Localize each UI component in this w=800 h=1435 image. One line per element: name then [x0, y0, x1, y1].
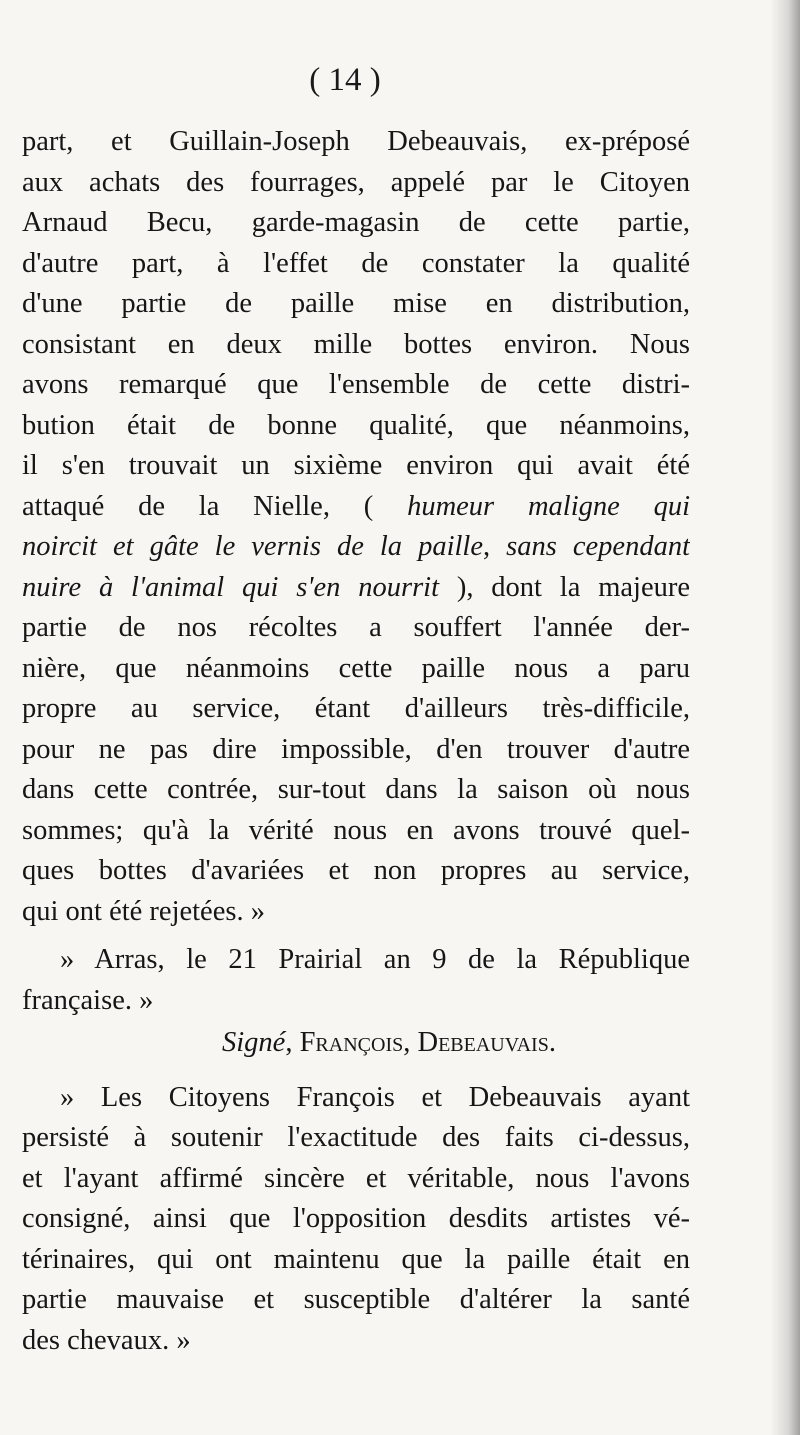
- signatory-name: Debeauvais.: [417, 1027, 556, 1058]
- text-line: ques bottes d'avariées et non propres au service,: [22, 855, 690, 886]
- text-line: avons remarqué que l'ensemble de cette distri-: [22, 369, 690, 400]
- text-line: d'autre part, à l'effet de constater la qualité: [22, 247, 690, 279]
- signature-line: [22, 1023, 690, 1064]
- text-line: part, et Guillain-Joseph Debeauvais, ex-préposé: [22, 126, 690, 157]
- text-line: Arnaud Becu, garde-magasin de cette partie,: [22, 207, 690, 238]
- text-line: dans cette contrée, sur-tout dans la saison où nous: [22, 774, 690, 805]
- signatory-name: François: [299, 1027, 404, 1058]
- italic-segment: sans cependant: [506, 531, 690, 562]
- dateline: » Arras, le 21 Prairial an 9 de la République: [60, 944, 690, 975]
- text-line-mixed: [22, 568, 690, 609]
- italic-segment: nuire à l'animal qui s'en nourrit: [22, 571, 439, 603]
- text-line: consigné, ainsi que l'opposition desdits artistes vé-: [22, 1203, 690, 1234]
- text-line: bution était de bonne qualité, que néanmoins,: [22, 409, 690, 441]
- text-segment: attaqué de la Nielle, (: [22, 490, 408, 522]
- text-line: consistant en deux mille bottes environ. Nous: [22, 328, 690, 360]
- text-line-mixed: [22, 527, 690, 568]
- dateline: française. »: [22, 984, 154, 1016]
- text-line: d'une partie de paille mise en distribution,: [22, 288, 690, 319]
- page-edge-shadow: [770, 0, 800, 1435]
- signed-label: Signé: [222, 1027, 286, 1058]
- text-line: nière, que néanmoins cette paille nous a paru: [22, 652, 690, 684]
- text-segment: ,: [285, 1027, 300, 1058]
- text-line: partie mauvaise et susceptible d'altérer la santé: [22, 1284, 690, 1315]
- text-segment: ,: [403, 1027, 418, 1058]
- text-segment: ,: [483, 531, 507, 562]
- text-line: des chevaux. »: [22, 1324, 191, 1356]
- italic-segment: noircit et gâte le vernis de la paille: [22, 531, 483, 562]
- text-line: partie de nos récoltes a souffert l'année der-: [22, 612, 690, 643]
- text-line: térinaires, qui ont maintenu que la paille était en: [22, 1243, 690, 1275]
- text-line: » Les Citoyens François et Debeauvais ayant: [60, 1081, 690, 1113]
- text-line: sommes; qu'à la vérité nous en avons trouvé quel-: [22, 814, 690, 846]
- text-line: pour ne pas dire impossible, d'en trouver d'autre: [22, 733, 690, 765]
- text-line: propre au service, étant d'ailleurs très-difficile,: [22, 693, 690, 724]
- text-line: et l'ayant affirmé sincère et véritable, nous l'avons: [22, 1162, 690, 1194]
- text-line: persisté à soutenir l'exactitude des faits ci-dessus,: [22, 1122, 690, 1153]
- text-line: il s'en trouvait un sixième environ qui avait été: [22, 450, 690, 481]
- text-line: aux achats des fourrages, appelé par le Citoyen: [22, 166, 690, 198]
- text-line: qui ont été rejetées. »: [22, 895, 265, 927]
- text-segment: ), dont la majeure: [439, 571, 690, 603]
- italic-segment: humeur maligne qui: [407, 490, 690, 522]
- text-line-mixed: [22, 487, 690, 528]
- body-text: [22, 122, 690, 1361]
- page-number: ( 14 ): [309, 62, 381, 98]
